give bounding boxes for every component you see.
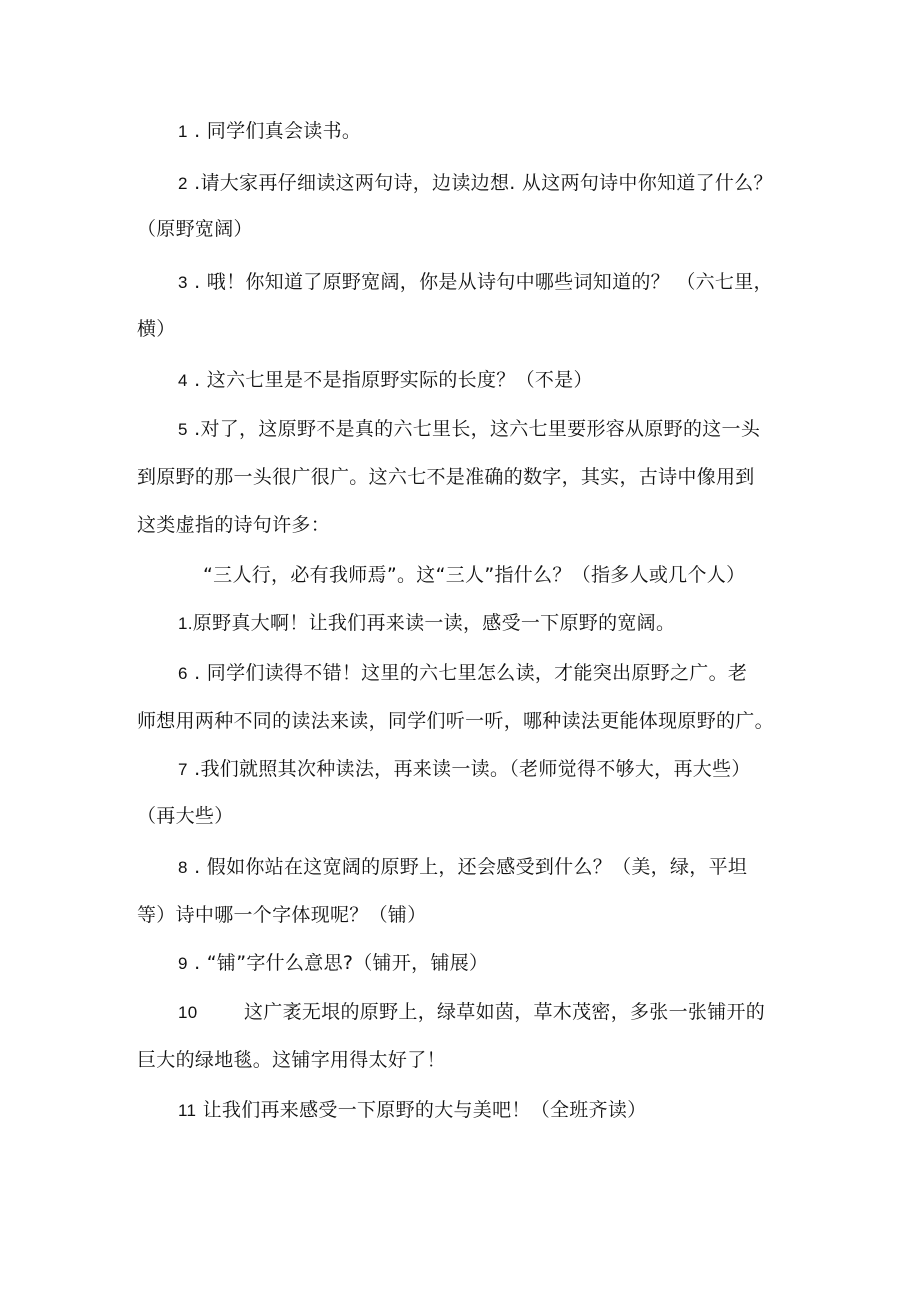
- paragraph-text: 巨大的绿地毯。这铺字用得太好了！: [137, 1049, 446, 1071]
- paragraph-5-line-1: [178, 417, 760, 442]
- paragraph-text: （原野宽阔）: [137, 218, 253, 240]
- item-number: 7: [178, 760, 188, 779]
- paragraph-text: . 哦！你知道了原野宽阔，你是从诗句中哪些词知道的？ （六七里，: [187, 271, 773, 293]
- paragraph-6-line-2: [137, 709, 774, 733]
- quote-line: [203, 563, 745, 587]
- paragraph-text: .我们就照其次种读法，再来读一读。（老师觉得不够大，再大些）: [187, 758, 751, 780]
- paragraph-text: . “铺”字什么意思?（铺开，铺展）: [187, 952, 489, 974]
- paragraph-text: 这广袤无垠的原野上，绿草如茵，草木茂密，多张一张铺开的: [244, 1001, 766, 1023]
- paragraph-text: “三人行，必有我师焉”。这“三人”指什么？（指多人或几个人）: [203, 564, 746, 586]
- paragraph-10-line-1: [178, 1000, 765, 1025]
- paragraph-9-line-1: [178, 951, 488, 976]
- item-number: 4: [178, 371, 188, 390]
- paragraph-text: 等）诗中哪一个字体现呢？（铺）: [137, 904, 427, 926]
- paragraph-text: 让我们再来感受一下原野的大与美吧！（全班齐读）: [196, 1099, 647, 1121]
- paragraph-1b-line-1: [178, 611, 675, 636]
- paragraph-text: . 同学们真会读书。: [187, 120, 362, 142]
- paragraph-text: . 同学们读得不错！这里的六七里怎么读，才能突出原野之广。老: [187, 662, 748, 684]
- paragraph-text: 师想用两种不同的读法来读，同学们听一听，哪种读法更能体现原野的广。: [137, 710, 774, 732]
- paragraph-7-line-2: [137, 804, 234, 828]
- paragraph-3-line-2: [137, 317, 176, 341]
- paragraph-10-line-2: [137, 1048, 446, 1072]
- paragraph-text: 原野真大啊！让我们再来读一读，感受一下原野的宽阔。: [192, 612, 676, 634]
- paragraph-text: .请大家再仔细读这两句诗，边读边想. 从这两句诗中你知道了什么？: [187, 172, 773, 194]
- paragraph-6-line-1: [178, 661, 747, 686]
- item-number: 2: [178, 174, 188, 193]
- paragraph-text: 横）: [137, 318, 176, 340]
- item-number: 5: [178, 420, 188, 439]
- paragraph-2-line-1: [178, 171, 773, 196]
- paragraph-text: 这类虚指的诗句许多：: [137, 514, 331, 536]
- item-number: 3: [178, 273, 188, 292]
- paragraph-1-line-1: [178, 119, 361, 144]
- paragraph-7-line-1: [178, 757, 751, 782]
- paragraph-2-line-2: [137, 217, 253, 241]
- paragraph-text: （再大些）: [137, 805, 234, 827]
- item-number: 1: [178, 122, 188, 141]
- paragraph-11-line-1: [178, 1098, 647, 1123]
- paragraph-text: 到原野的那一头很广很广。这六七不是准确的数字，其实，古诗中像用到: [137, 466, 755, 488]
- paragraph-3-line-1: [178, 270, 773, 295]
- paragraph-text: . 假如你站在这宽阔的原野上，还会感受到什么？（美，绿，平坦: [187, 856, 748, 878]
- item-number: 1.: [178, 614, 193, 633]
- item-number: 9: [178, 954, 188, 973]
- item-number: 8: [178, 858, 188, 877]
- paragraph-text: . 这六七里是不是指原野实际的长度？（不是）: [187, 369, 593, 391]
- paragraph-5-line-2: [137, 465, 755, 489]
- paragraph-4-line-1: [178, 368, 593, 393]
- paragraph-text: .对了，这原野不是真的六七里长，这六七里要形容从原野的这一头: [187, 418, 761, 440]
- item-number: 10: [178, 1003, 198, 1022]
- paragraph-8-line-1: [178, 855, 747, 880]
- item-number: 11: [178, 1101, 197, 1120]
- item-number: 6: [178, 664, 188, 683]
- paragraph-5-line-3: [137, 513, 330, 537]
- paragraph-8-line-2: [137, 903, 427, 927]
